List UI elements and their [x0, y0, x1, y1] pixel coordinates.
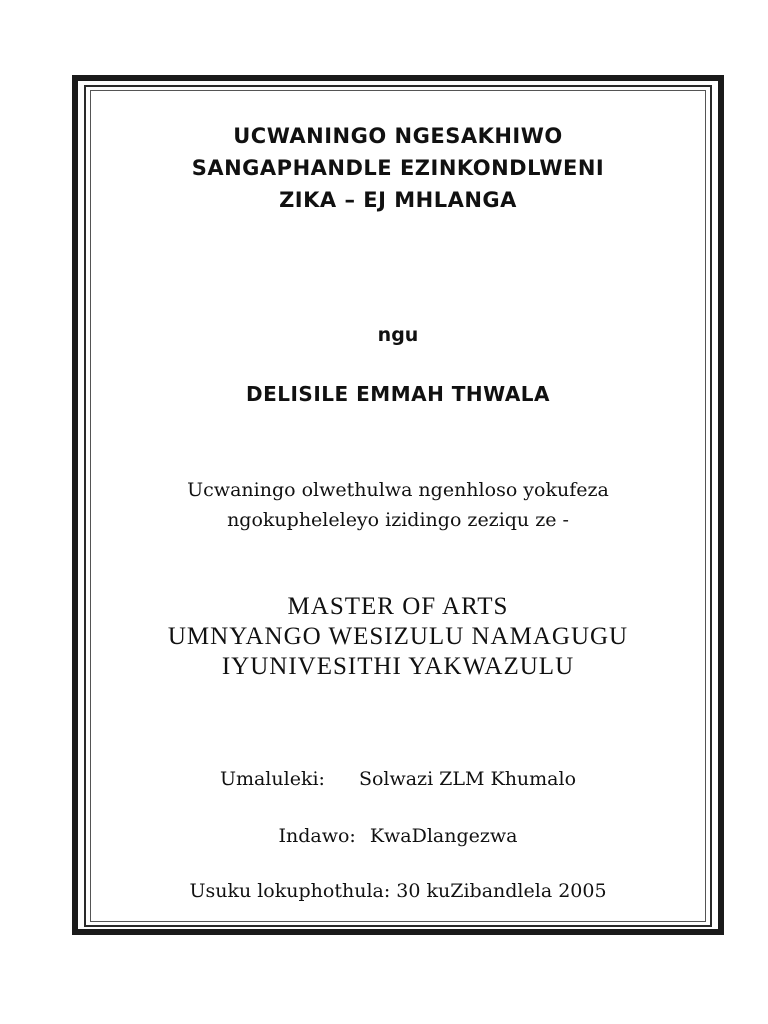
supervisor-row — [90, 768, 706, 790]
place-label: Indawo: — [278, 825, 356, 847]
date-row — [90, 880, 706, 902]
submission-statement-line-1: Ucwaningo olwethulwa ngenhloso yokufeza — [187, 479, 609, 501]
degree-name: MASTER OF ARTS — [287, 593, 509, 620]
author-name: DELISILE EMMAH THWALA — [245, 382, 551, 406]
submission-statement-line-2: ngokupheleleyo izidingo zeziqu ze - — [227, 509, 569, 531]
title-page — [90, 90, 706, 922]
department-name: UMNYANGO WESIZULU NAMAGUGU — [167, 623, 629, 650]
thesis-title-line-1: UCWANINGO NGESAKHIWO — [233, 124, 563, 148]
supervisor-name: Solwazi ZLM Khumalo — [358, 768, 577, 790]
thesis-title-line-3: ZIKA – EJ MHLANGA — [279, 188, 517, 212]
thesis-title-line-2: SANGAPHANDLE EZINKONDLWENI — [191, 156, 605, 180]
supervisor-label: Umaluleki: — [219, 768, 325, 790]
university-name: IYUNIVESITHI YAKWAZULU — [221, 653, 575, 680]
submission-statement — [90, 475, 706, 535]
date-label: Usuku lokuphothula: — [189, 880, 391, 902]
by-label: ngu — [377, 324, 419, 346]
thesis-title — [90, 120, 706, 216]
place-name: KwaDlangezwa — [369, 825, 518, 847]
degree-block — [90, 592, 706, 682]
place-row — [90, 825, 706, 847]
date-value: 30 kuZibandlela 2005 — [396, 880, 607, 902]
